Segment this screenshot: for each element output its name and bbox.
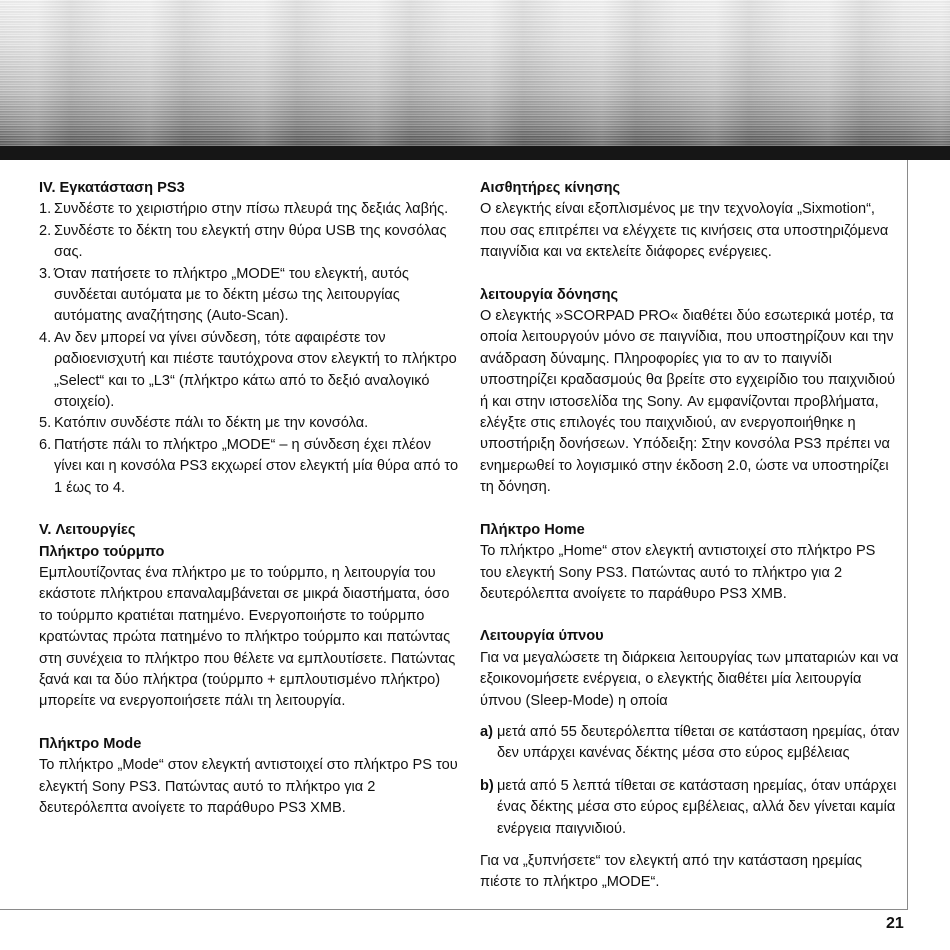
step-item (39, 221, 459, 264)
header-black-bar (0, 146, 950, 160)
step-text: Όταν πατήσετε το πλήκτρο „MODE“ του ελεγκτή, αυτός συνδέεται αυτόματα με το δέκτη μέσω της λειτουργίας αυτόματης αναζήτησης (Auto-Scan). (54, 265, 409, 325)
home-text: Το πλήκτρο „Home“ στον ελεγκτή αντιστοιχεί στο πλήκτρο PS του ελεγκτή Sony PS3. Πατώντας αυτό το πλήκτρο για 2 δευτερόλεπτα ανοίγετε το παράθυρο PS3 XMB. (480, 543, 876, 602)
vibration-text: Ο ελεγκτής »SCORPAD PRO« διαθέτει δύο εσωτερικά μοτέρ, τα οποία λειτουργούν μόνο σε παιγνίδια, που υποστηρίζουν και την ανάδραση δύναμης. Πληροφορίες για το αν το παιγνίδι υποστηρίζει κραδασμούς θα βρείτε στο εγχειρίδιο του παιχνιδιού ή και στην ιστοσελίδα της Sony. Αν εμφανίζονται προβλήματα, ελέγξτε στις επιλογές του παιχνιδιού, αν ενεργοποιήθηκε η υποστήριξη δονήσεων. Υπόδειξη: Στην κονσόλα PS3 πρέπει να ενημερωθεί το λογισμικό στην έκδοση 2.0, ώστε να υποστηρίζει τη δόνηση. (480, 308, 896, 496)
step-item (39, 199, 459, 220)
step-text: Συνδέστε το δέκτη του ελεγκτή στην θύρα USB της κονσόλας σας. (54, 222, 447, 261)
page-number: 21 (886, 915, 904, 932)
step-number: 4. (39, 329, 52, 346)
sleep-conditions-list (480, 722, 900, 840)
turbo-text: Εμπλουτίζοντας ένα πλήκτρο με το τούρμπο, η λειτουργία του εκάστοτε πλήκτρου επαναλαμβάνεται σε μικρά διαστήματα, όσο το τούρμπο κρατιέται πατημένο. Ενεργοποιήστε το τούρμπο κρατώντας πρώτα πατημένο το πλήκτρο τούρμπο και πατώντας στη συνέχεια το πλήκτρο που θέλετε να εμπλουτίσετε. Πατώντας ξανά και τα δύο πλήκτρα (τούρμπο + εμπλουτισμένο πλήκτρο) μπορείτε να ενεργοποιήσετε πάλι τη λειτουργία. (39, 564, 456, 710)
section-v-heading: V. Λειτουργίες (39, 522, 136, 539)
wake-text: Για να „ξυπνήσετε“ τον ελεγκτή από την κατάσταση ηρεμίας πιέστε το πλήκτρο „MODE“. (480, 852, 863, 891)
bottom-rule (0, 909, 908, 910)
motion-text: Ο ελεγκτής είναι εξοπλισμένος με την τεχνολογία „Sixmotion“, που σας επιτρέπει να ελέγχετε τις κινήσεις στα υποστηριζόμενα παιγνίδια και να εκτελείτε διάφορες ενέργειες. (480, 201, 889, 261)
left-column (39, 178, 459, 819)
mode-heading: Πλήκτρο Mode (39, 735, 142, 752)
list-item (480, 776, 900, 840)
vibration-heading: λειτουργία δόνησης (480, 286, 619, 303)
home-heading: Πλήκτρο Home (480, 521, 585, 538)
list-mark: b) (480, 777, 494, 794)
sleep-heading: Λειτουργία ύπνου (480, 628, 604, 645)
right-margin-rule (907, 160, 908, 910)
step-number: 3. (39, 265, 52, 282)
list-text: μετά από 55 δευτερόλεπτα τίθεται σε κατάσταση ηρεμίας, όταν δεν υπάρχει κανένας δέκτης μέσα στο εύρος εμβέλειας (497, 723, 900, 762)
step-text: Συνδέστε το χειριστήριο στην πίσω πλευρά της δεξιάς λαβής. (54, 201, 449, 218)
turbo-heading: Πλήκτρο τούρμπο (39, 543, 165, 560)
installation-steps (39, 199, 459, 499)
step-number: 2. (39, 222, 52, 239)
list-item (480, 722, 900, 765)
header-texture-band (0, 0, 950, 146)
step-text: Αν δεν μπορεί να γίνει σύνδεση, τότε αφαιρέστε τον ραδιοενισχυτή και πιέστε ταυτόχρονα στον ελεγκτή το πλήκτρο „Select“ και το „L3“ (πλήκτρο κάτω από το δεξιό αναλογικό στοιχείο). (54, 329, 457, 411)
step-item (39, 328, 459, 414)
right-column (480, 178, 900, 894)
list-text: μετά από 5 λεπτά τίθεται σε κατάσταση ηρεμίας, όταν υπάρχει ένας δέκτης μέσα στο εύρος εμβέλειας, αλλά δεν γίνεται καμία ενέργεια παιγνιδιού. (497, 777, 897, 837)
section-iv-heading: IV. Εγκατάσταση PS3 (39, 180, 185, 196)
list-mark: a) (480, 723, 493, 740)
mode-text: Το πλήκτρο „Mode“ στον ελεγκτή αντιστοιχεί στο πλήκτρο PS του ελεγκτή Sony PS3. Πατώντας αυτό το πλήκτρο για 2 δευτερόλεπτα ανοίγετε το παράθυρο PS3 XMB. (39, 757, 458, 816)
sleep-text: Για να μεγαλώσετε τη διάρκεια λειτουργίας των μπαταριών και να εξοικονομήσετε ενέργεια, ο ελεγκτής διαθέτει μία λειτουργία ύπνου (Sleep-Mode) η οποία (480, 649, 899, 709)
step-text: Πατήστε πάλι το πλήκτρο „MODE“ – η σύνδεση έχει πλέον γίνει και η κονσόλα PS3 εκχωρεί στον ελεγκτή μία θύρα από το 1 έως το 4. (54, 436, 459, 496)
step-item (39, 435, 459, 499)
step-item (39, 413, 459, 434)
step-number: 1. (39, 201, 52, 218)
step-number: 5. (39, 415, 52, 432)
step-item (39, 264, 459, 328)
motion-heading: Αισθητήρες κίνησης (480, 180, 621, 196)
step-text: Κατόπιν συνδέστε πάλι το δέκτη με την κονσόλα. (54, 415, 369, 432)
step-number: 6. (39, 436, 52, 453)
